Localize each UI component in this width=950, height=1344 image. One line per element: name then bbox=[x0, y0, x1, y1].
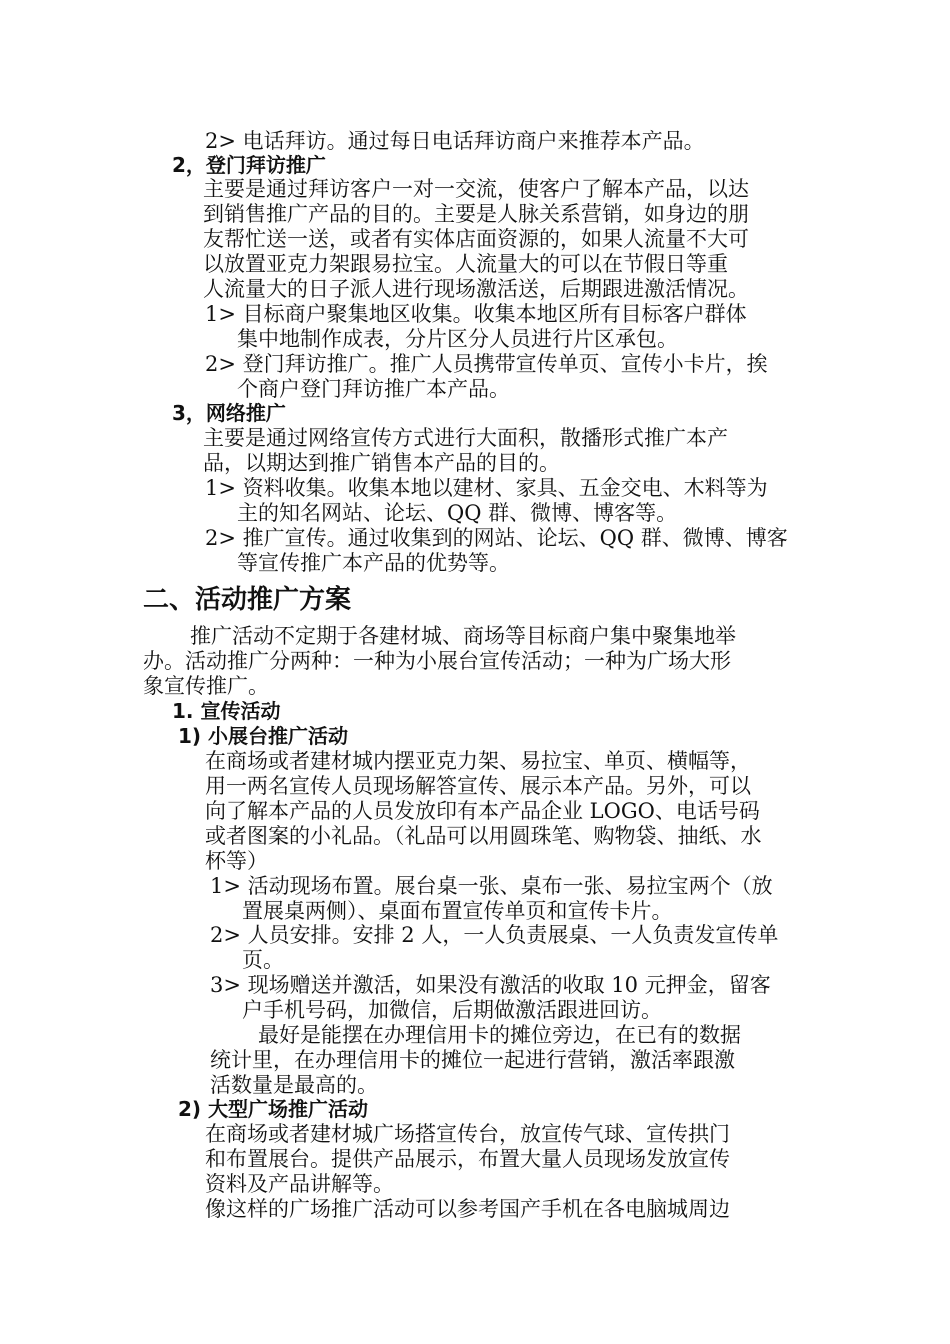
list-item-cont: 等宣传推广本产品的优势等。 bbox=[237, 551, 510, 575]
list-item: 2> 人员安排。安排 2 人，一人负责展桌、一人负责发宣传单 bbox=[210, 923, 779, 947]
list-item: 1> 资料收集。收集本地以建材、家具、五金交电、木料等为 bbox=[205, 476, 768, 500]
heading-large-plaza: 2) 大型广场推广活动 bbox=[178, 1097, 369, 1121]
paragraph-line: 主要是通过网络宣传方式进行大面积，散播形式推广本产 bbox=[203, 426, 728, 450]
paragraph-line: 到销售推广产品的目的。主要是人脉关系营销，如身边的朋 bbox=[203, 202, 749, 226]
paragraph-line: 品，以期达到推广销售本产品的目的。 bbox=[203, 451, 560, 475]
line-phone-visit: 2> 电话拜访。通过每日电话拜访商户来推荐本产品。 bbox=[205, 129, 705, 153]
paragraph-line: 资料及产品讲解等。 bbox=[205, 1172, 394, 1196]
paragraph-line: 推广活动不定期于各建材城、商场等目标商户集中聚集地举 bbox=[190, 624, 736, 648]
heading-door-visit: 2，登门拜访推广 bbox=[172, 153, 326, 177]
section-title: 二、活动推广方案 bbox=[143, 585, 352, 615]
paragraph-line: 在商场或者建材城内摆亚克力架、易拉宝、单页、横幅等， bbox=[205, 749, 751, 773]
paragraph-line: 人流量大的日子派人进行现场激活送，后期跟进激活情况。 bbox=[203, 277, 749, 301]
list-item-cont: 个商户登门拜访推广本产品。 bbox=[237, 377, 510, 401]
paragraph-line: 最好是能摆在办理信用卡的摊位旁边，在已有的数据 bbox=[258, 1023, 741, 1047]
list-item: 1> 目标商户聚集地区收集。收集本地区所有目标客户群体 bbox=[205, 302, 747, 326]
paragraph-line: 办。活动推广分两种：一种为小展台宣传活动；一种为广场大形 bbox=[143, 649, 731, 673]
paragraph-line: 主要是通过拜访客户一对一交流，使客户了解本产品，以达 bbox=[203, 177, 749, 201]
list-item: 3> 现场赠送并激活，如果没有激活的收取 10 元押金，留客 bbox=[210, 973, 771, 997]
list-item: 2> 推广宣传。通过收集到的网站、论坛、QQ 群、微博、博客 bbox=[205, 526, 788, 550]
paragraph-line: 友帮忙送一送，或者有实体店面资源的，如果人流量不大可 bbox=[203, 227, 749, 251]
paragraph-line: 用一两名宣传人员现场解答宣传、展示本产品。另外，可以 bbox=[205, 774, 751, 798]
paragraph-line: 向了解本产品的人员发放印有本产品企业 LOGO、电话号码 bbox=[205, 799, 760, 823]
paragraph-line: 或者图案的小礼品。（礼品可以用圆珠笔、购物袋、抽纸、水 bbox=[205, 824, 762, 848]
paragraph-line: 像这样的广场推广活动可以参考国产手机在各电脑城周边 bbox=[205, 1197, 730, 1221]
paragraph-line: 和布置展台。提供产品展示，布置大量人员现场发放宣传 bbox=[205, 1147, 730, 1171]
list-item: 1> 活动现场布置。展台桌一张、桌布一张、易拉宝两个（放 bbox=[210, 874, 773, 898]
list-item-cont: 主的知名网站、论坛、QQ 群、微博、博客等。 bbox=[237, 501, 678, 525]
heading-promo-activity: 1. 宣传活动 bbox=[172, 699, 281, 723]
paragraph-line: 以放置亚克力架跟易拉宝。人流量大的可以在节假日等重 bbox=[203, 252, 728, 276]
list-item-cont: 户手机号码，加微信，后期做激活跟进回访。 bbox=[242, 998, 662, 1022]
list-item: 2> 登门拜访推广。推广人员携带宣传单页、宣传小卡片，挨 bbox=[205, 352, 768, 376]
list-item-cont: 集中地制作成表，分片区分人员进行片区承包。 bbox=[237, 327, 678, 351]
heading-small-booth: 1) 小展台推广活动 bbox=[178, 724, 349, 748]
paragraph-line: 在商场或者建材城广场搭宣传台，放宣传气球、宣传拱门 bbox=[205, 1122, 730, 1146]
list-item-cont: 置展桌两侧）、桌面布置宣传单页和宣传卡片。 bbox=[242, 899, 673, 923]
paragraph-line: 活数量是最高的。 bbox=[210, 1073, 378, 1097]
heading-online: 3，网络推广 bbox=[172, 401, 286, 425]
paragraph-line: 统计里，在办理信用卡的摊位一起进行营销，激活率跟激 bbox=[210, 1048, 735, 1072]
list-item-cont: 页。 bbox=[242, 948, 284, 972]
paragraph-line: 象宣传推广。 bbox=[143, 674, 269, 698]
paragraph-line: 杯等） bbox=[205, 849, 268, 873]
